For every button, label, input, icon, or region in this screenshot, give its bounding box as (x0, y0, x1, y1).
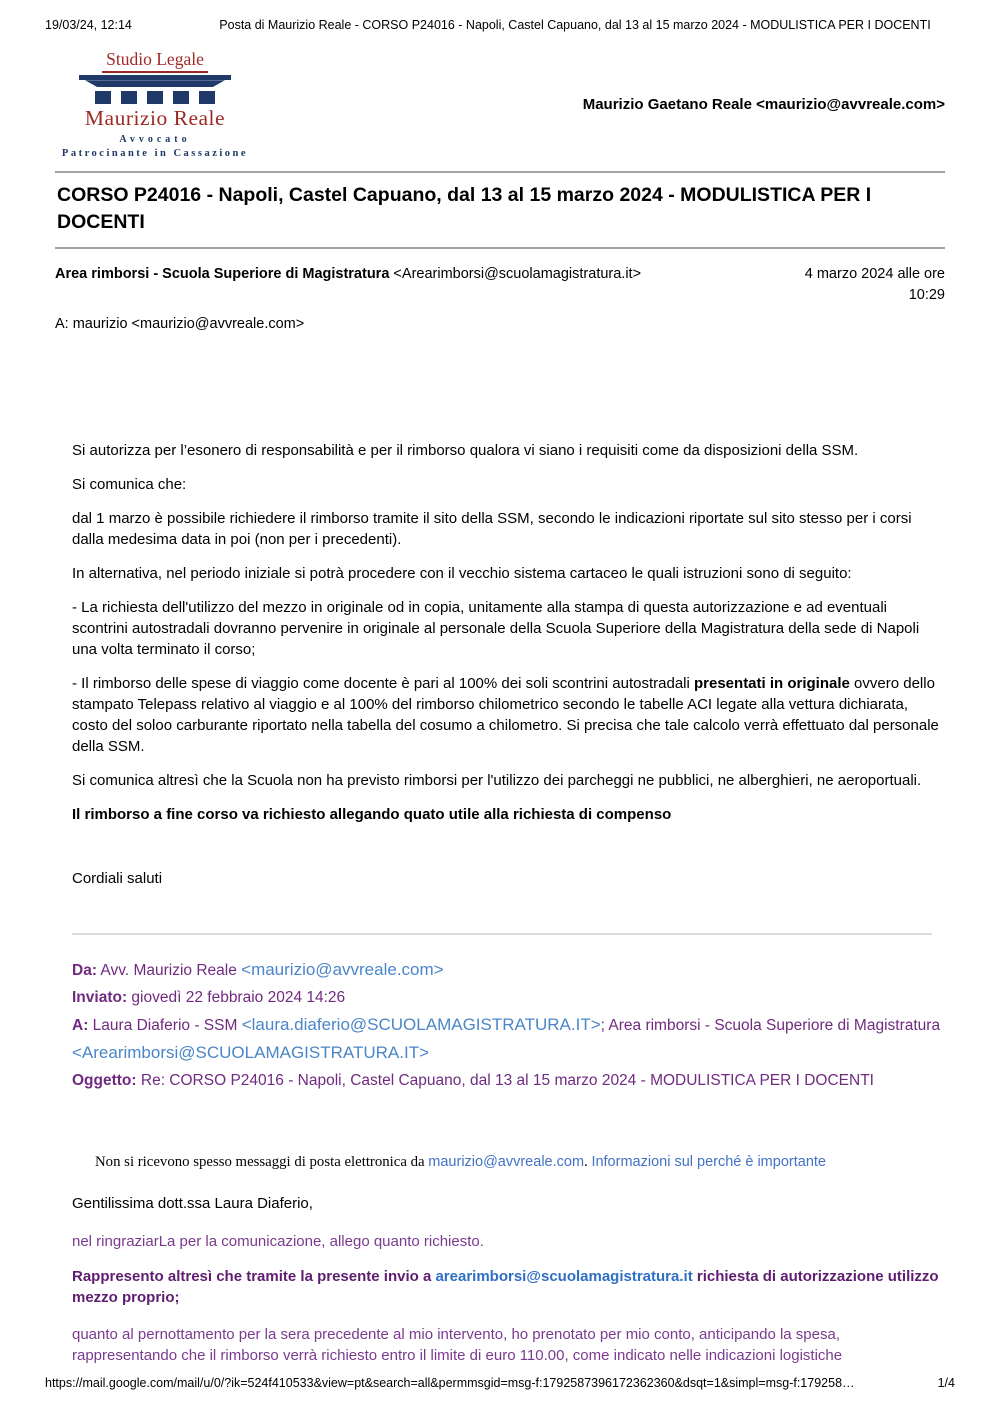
quoted-from-label: Da: (72, 962, 97, 980)
reply-greeting: Gentilissima dott.ssa Laura Diaferio, (72, 1195, 313, 1213)
banner-separator: . (584, 1154, 592, 1171)
body-paragraph: - La richiesta dell'utilizzo del mezzo in originale od in copia, unitamente alla stampa di questa autorizzazione e ad eventuali scontrini autostradali dovranno pervenire in originale al personale della Scuola Superiore della Magistratura della sede di Napoli una volta terminato il corso; (72, 599, 920, 659)
browser-print-footer (45, 1376, 955, 1390)
body-paragraph: Si comunica altresì che la Scuola non ha previsto rimborsi per l'utilizzo dei parcheggi ne pubblici, ne alberghieri, ne aeroportuali. (72, 772, 922, 790)
from-display-name: Area rimborsi - Scuola Superiore di Magistratura (55, 266, 390, 283)
date-line-1: 4 marzo 2024 alle ore (804, 266, 945, 283)
signature-closing: Cordiali saluti (72, 870, 163, 888)
quoted-from-name: Avv. Maurizio Reale (96, 962, 242, 980)
logo-avvocato-text: Avvocato (119, 133, 191, 145)
reply-paragraph: nel ringraziarLa per la comunicazione, allego quanto richiesto. (72, 1233, 484, 1251)
body-paragraph: Si comunica che: (72, 476, 187, 494)
message-from (55, 264, 641, 306)
quoted-to-name1: Laura Diaferio - SSM (88, 1017, 242, 1035)
message-date (805, 264, 945, 306)
reply-paragraph-bold (72, 1266, 942, 1308)
quoted-sent-label: Inviato: (72, 989, 128, 1007)
quoted-sent-date: giovedì 22 febbraio 2024 14:26 (127, 989, 346, 1007)
quoted-from-email-link[interactable]: <maurizio@avvreale.com> (241, 960, 444, 980)
print-source-url: https://mail.google.com/mail/u/0/?ik=524f410533&view=pt&search=all&permmsgid=msg-f:1792587396172362360&dsqt=1&simpl=msg-f:179258… (45, 1376, 855, 1390)
quoted-to-email-link-1[interactable]: <laura.diaferio@SCUOLAMAGISTRATURA.IT> (241, 1015, 601, 1035)
print-page-number: 1/4 (937, 1376, 955, 1390)
body-text-bold: presentati in originale (694, 675, 850, 693)
print-datetime: 19/03/24, 12:14 (45, 18, 132, 32)
body-paragraph: dal 1 marzo è possibile richiedere il rimborso tramite il sito della SSM, secondo le indicazioni riportate sul sito stesso per i corsi dalla medesima data in poi (non per i precedenti). (72, 510, 912, 549)
logo-patrocinante-text: Patrocinante in Cassazione (61, 147, 249, 159)
quoted-subject-label: Oggetto: (72, 1072, 137, 1090)
logo-maurizio-reale-text: Maurizio Reale (84, 106, 226, 131)
studio-legale-logo (55, 50, 255, 159)
body-paragraph (72, 673, 942, 757)
body-paragraph: In alternativa, nel periodo iniziale si potrà procedere con il vecchio sistema cartaceo le quali istruzioni sono di seguito: (72, 565, 852, 583)
quoted-subject-text: Re: CORSO P24016 - Napoli, Castel Capuano, dal 13 al 15 marzo 2024 - MODULISTICA PER I DOCENTI (136, 1072, 874, 1090)
body-paragraph-bold: Il rimborso a fine corso va richiesto allegando quato utile alla richiesta di compenso (72, 806, 672, 824)
reply-text: richiesta di autorizzazione utilizzo mezzo proprio; (72, 1268, 939, 1307)
divider-under-subject (55, 247, 945, 249)
quoted-reply-body (72, 1193, 942, 1366)
quoted-message-header (72, 956, 942, 1094)
logo-studio-legale-text: Studio Legale (102, 50, 208, 73)
divider-top (55, 171, 945, 173)
first-contact-banner (95, 1154, 945, 1171)
account-owner-name: Maurizio Gaetano Reale <maurizio@avvreale.com> (582, 96, 945, 114)
body-text: - Il rimborso delle spese di viaggio come docente è pari al 100% dei soli scontrini autostradali (72, 675, 694, 693)
quoted-sent-line (72, 984, 942, 1011)
message-body (72, 440, 942, 889)
banner-text: Non si ricevono spesso messaggi di posta elettronica da (95, 1154, 429, 1171)
print-page-title: Posta di Maurizio Reale - CORSO P24016 - Napoli, Castel Capuano, dal 13 al 15 marzo 2024 - MODULISTICA PER I DOCENTI (219, 18, 931, 32)
banner-info-link[interactable]: Informazioni sul perché è importante (591, 1154, 826, 1171)
reply-paragraph: quanto al pernottamento per la sera precedente al mio intervento, ho prenotato per mio conto, anticipando la spesa, rappresentando che il rimborso verrà richiesto entro il limite di euro 110.00, come indicato nelle indicazioni logistiche (72, 1326, 843, 1365)
quoted-to-label: A: (72, 1017, 89, 1035)
email-print-page (55, 0, 945, 1366)
date-line-2: 10:29 (908, 287, 945, 304)
quoted-to-line (72, 1011, 942, 1067)
reply-text: Rappresento altresì che tramite la presente invio a (72, 1268, 436, 1286)
message-to: A: maurizio <maurizio@avvreale.com> (55, 316, 305, 333)
email-header-row (55, 50, 945, 159)
email-subject-title: CORSO P24016 - Napoli, Castel Capuano, dal 13 al 15 marzo 2024 - MODULISTICA PER I DOCENTI (57, 184, 872, 233)
quoted-to-name2: ; Area rimborsi - Scuola Superiore di Magistratura (600, 1017, 941, 1035)
reply-rimborsi-email-link[interactable]: arearimborsi@scuolamagistratura.it (435, 1268, 693, 1286)
body-paragraph: Si autorizza per l’esonero di responsabilità e per il rimborso qualora vi siano i requisiti come da disposizioni della SSM. (72, 442, 859, 460)
quoted-subject-line (72, 1067, 942, 1094)
column-capital-icon (55, 75, 255, 104)
quoted-from-line (72, 956, 942, 984)
banner-sender-email-link[interactable]: maurizio@avvreale.com (428, 1154, 585, 1171)
divider-quoted-message (72, 933, 932, 935)
quoted-to-email-link-2[interactable]: <Arearimborsi@SCUOLAMAGISTRATURA.IT> (72, 1043, 430, 1063)
body-text: ovvero dello stampato Telepass relativo al viaggio e al 100% del rimborso chilometrico secondo le tabelle ACI legate alla vettura dichiarata, costo del soloo carburante riportato nella tabella del cosumo a chilometro. Si precisa che tale calcolo verrà effettuato dal personale della SSM. (72, 675, 939, 756)
message-meta-row (55, 264, 945, 306)
from-email-address: <Arearimborsi@scuolamagistratura.it> (389, 266, 642, 283)
